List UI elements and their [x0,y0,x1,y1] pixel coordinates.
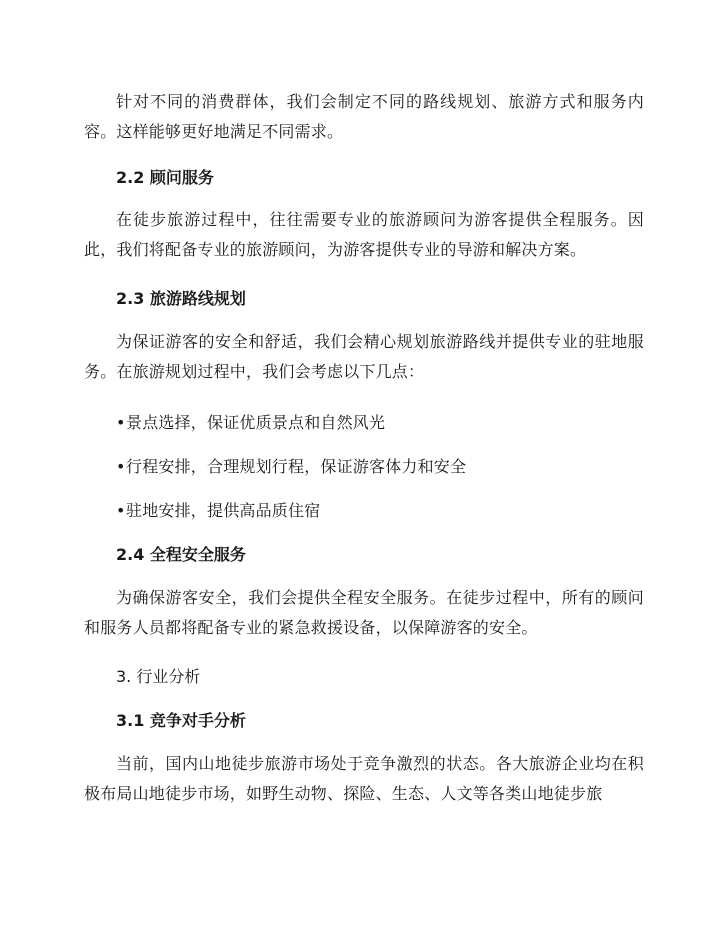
paragraph-competitor-analysis: 当前，国内山地徒步旅游市场处于竞争激烈的状态。各大旅游企业均在积极布局山地徒步市场，如野生动物、探险、生态、人文等各类山地徒步旅 [84,754,644,803]
bullet-item-accommodation [84,499,676,523]
bullet-dot: • [116,413,126,432]
heading-3-1-competitor-analysis: 3.1 竞争对手分析 [116,711,246,730]
heading-3-industry-analysis: 3. 行业分析 [116,667,201,686]
bullet-item-itinerary [84,455,676,479]
heading-2-4-safety-service: 2.4 全程安全服务 [116,545,246,564]
paragraph-consumer-groups: 针对不同的消费群体，我们会制定不同的路线规划、旅游方式和服务内容。这样能够更好地满足不同需求。 [84,92,644,141]
bullet-text: 景点选择，保证优质景点和自然风光 [126,413,386,432]
bullet-text: 驻地安排，提供高品质住宿 [126,501,321,520]
heading-2-3-route-planning: 2.3 旅游路线规划 [116,289,246,308]
bullet-text: 行程安排，合理规划行程，保证游客体力和安全 [126,457,467,476]
heading-2-2-consulting-service: 2.2 顾问服务 [116,168,214,187]
paragraph-consulting-service: 在徒步旅游过程中，往往需要专业的旅游顾问为游客提供全程服务。因此，我们将配备专业的旅游顾问，为游客提供专业的导游和解决方案。 [84,210,644,259]
paragraph-safety-service: 为确保游客安全，我们会提供全程安全服务。在徒步过程中，所有的顾问和服务人员都将配备专业的紧急救援设备，以保障游客的安全。 [84,588,644,637]
bullet-dot: • [116,457,126,476]
bullet-item-scenic-selection [84,411,676,435]
paragraph-route-planning: 为保证游客的安全和舒适，我们会精心规划旅游路线并提供专业的驻地服务。在旅游规划过程中，我们会考虑以下几点： [84,332,644,381]
bullet-dot: • [116,501,126,520]
